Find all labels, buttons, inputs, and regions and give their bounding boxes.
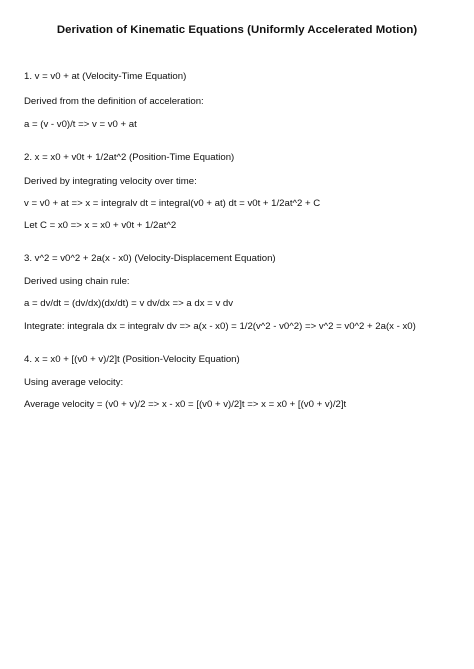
section-1-line-1: Derived from the definition of acceleration:	[24, 96, 204, 107]
section-4-line-2: Average velocity = (v0 + v)/2 => x - x0 = [(v0 + v)/2]t => x = x0 + [(v0 + v)/2]t	[24, 399, 347, 410]
section-3-heading: 3. v^2 = v0^2 + 2a(x - x0) (Velocity-Displacement Equation)	[24, 253, 276, 264]
section-3-line-3: Integrate: integrala dx = integralv dv => a(x - x0) = 1/2(v^2 - v0^2) => v^2 = v0^2 + 2a(x - x0)	[24, 321, 416, 332]
section-3-line-2: a = dv/dt = (dv/dx)(dx/dt) = v dv/dx => a dx = v dv	[24, 298, 234, 309]
section-2-line-3: Let C = x0 => x = x0 + v0t + 1/2at^2	[24, 220, 177, 231]
section-4-heading: 4. x = x0 + [(v0 + v)/2]t (Position-Velocity Equation)	[24, 354, 240, 365]
section-3-line-1: Derived using chain rule:	[24, 276, 130, 287]
section-1-line-2: a = (v - v0)/t => v = v0 + at	[24, 119, 137, 130]
section-1-heading: 1. v = v0 + at (Velocity-Time Equation)	[24, 71, 187, 82]
section-2-line-2: v = v0 + at => x = integralv dt = integral(v0 + at) dt = v0t + 1/2at^2 + C	[24, 198, 321, 209]
section-4-line-1: Using average velocity:	[24, 377, 124, 388]
document-title: Derivation of Kinematic Equations (Uniformly Accelerated Motion)	[56, 24, 418, 36]
section-2-line-1: Derived by integrating velocity over time:	[24, 176, 197, 187]
section-2-heading: 2. x = x0 + v0t + 1/2at^2 (Position-Time Equation)	[24, 152, 235, 163]
